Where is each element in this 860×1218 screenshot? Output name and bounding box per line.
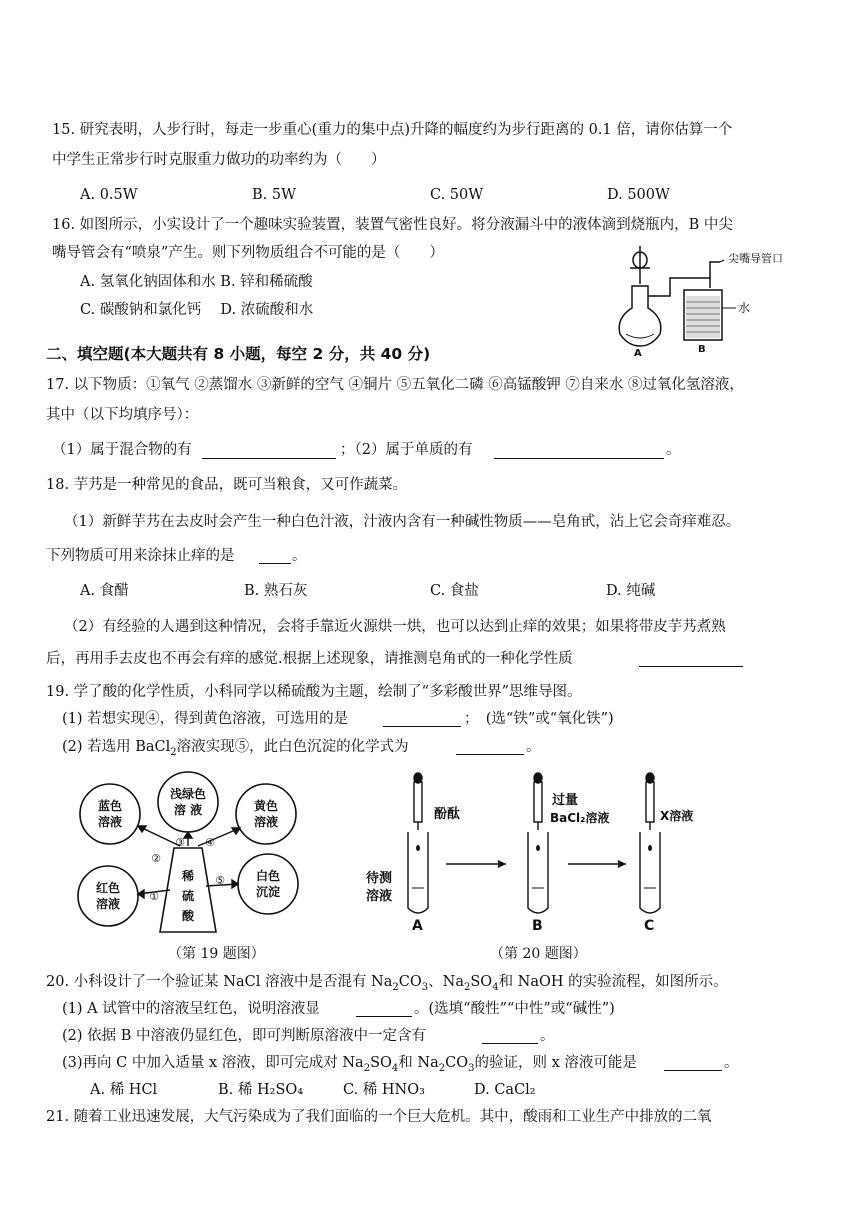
q18-option-c: C. 食盐: [430, 583, 479, 599]
q18-part1-end: 。: [292, 548, 307, 564]
q16-apparatus-figure: [612, 238, 802, 360]
q15-option-a: A. 0.5W: [80, 187, 138, 203]
q19-white-line1: 白色: [255, 869, 281, 883]
q17-stem-line1: 17. 以下物质：①氧气 ②蒸馏水 ③新鲜的空气 ④铜片 ⑤五氧化二磷 ⑥高锰酸钾 ⑦自来水 ⑧过氧化氢溶液，: [46, 377, 744, 393]
q18-part2-line2: 后，再用手去皮也不再会有痒的感觉.根据上述现象，请推测皂角甙的一种化学性质: [46, 651, 573, 667]
q18-part2-line1: （2）有经验的人遇到这种情况，会将手靠近火源烘一烘，也可以达到止痒的效果；如果将带皮芋艿煮熟: [64, 619, 726, 635]
q15-option-c: C. 50W: [430, 187, 484, 203]
q19-num-3: ③: [175, 836, 185, 849]
q19-center-3: 酸: [181, 909, 195, 923]
q20-blank-1[interactable]: [356, 1016, 412, 1017]
q20-option-d: D. CaCl₂: [474, 1082, 536, 1098]
q19-part2-end: 。: [526, 739, 541, 755]
q15-option-d: D. 500W: [607, 187, 670, 203]
q20-sample-line1: 待测: [366, 871, 393, 886]
q19-mindmap-figure: [70, 770, 330, 940]
q20-part3-label: (3)再向 C 中加入适量 x 溶液，即可完成对 $Na_2SO_4$和 $Na_2CO_3$的验证，则 x 溶液可能是: [62, 1055, 637, 1074]
q16-water-label: 水: [738, 301, 751, 315]
q19-blank-2[interactable]: [456, 754, 524, 755]
q18-blank-1[interactable]: [259, 563, 291, 564]
q20-option-a: A. 稀 HCl: [90, 1082, 158, 1098]
q19-stem-line1: 19. 学了酸的化学性质，小科同学以稀硫酸为主题，绘制了“多彩酸世界”思维导图。: [46, 684, 582, 700]
q19-num-2: ②: [151, 852, 161, 865]
q16-tube-label: 尖嘴导管口: [728, 252, 783, 265]
q19-green-line1: 浅绿色: [169, 787, 207, 801]
q20-part1-label: (1) A 试管中的溶液呈红色，说明溶液显: [62, 1001, 320, 1017]
q19-red-line2: 溶液: [95, 897, 121, 911]
q20-reagent-excess: 过量: [552, 793, 579, 808]
q20-option-c: C. 稀 HNO₃: [343, 1082, 425, 1098]
q19-yellow-line2: 溶液: [253, 815, 279, 829]
q16-options-ab: A. 氢氧化钠固体和水 B. 锌和稀硫酸: [80, 274, 313, 290]
q19-num-1: ①: [149, 890, 159, 903]
q20-part2-end: 。: [540, 1028, 555, 1044]
q19-white-line2: 沉淀: [255, 885, 281, 899]
q20-option-b: B. 稀 H₂SO₄: [218, 1082, 304, 1098]
section2-title: 二、填空题(本大题共有 8 小题，每空 2 分，共 40 分): [46, 345, 431, 363]
q20-part3-end: 。: [724, 1055, 739, 1071]
q20-blank-3[interactable]: [664, 1070, 722, 1071]
q15-stem-line1: 15. 研究表明，人步行时，每走一步重心(重力的集中点)升降的幅度约为步行距离的 0.1 倍，请你估算一个: [52, 122, 733, 138]
q19-caption: （第 19 题图）: [168, 946, 265, 962]
q20-caption: （第 20 题图）: [490, 946, 587, 962]
q19-num-4: ④: [205, 836, 215, 849]
q19-green-line2: 溶 液: [173, 803, 203, 817]
q17-part1-label: （1）属于混合物的有: [52, 442, 192, 458]
q20-part2-label: (2) 依据 B 中溶液仍显红色，即可判断原溶液中一定含有: [62, 1028, 427, 1044]
q18-option-b: B. 熟石灰: [244, 583, 308, 599]
q19-part2-label: (2) 若选用 BaCl$_2$溶液实现⑤，此白色沉淀的化学式为: [62, 739, 409, 758]
q19-center-1: 稀: [181, 869, 195, 883]
q18-part1-line1: （1）新鲜芋艿在去皮时会产生一种白色汁液，汁液内含有一种碱性物质——皂角甙，沾上它会奇痒难忍。: [64, 514, 741, 530]
q20-sample-line2: 溶液: [366, 889, 393, 904]
q17-blank-1[interactable]: [202, 458, 336, 459]
q20-part1-hint: 。(选填“酸性”“中性”或“碱性”): [414, 1001, 615, 1017]
q19-yellow-line1: 黄色: [253, 799, 279, 813]
q20-stem-line1: 20. 小科设计了一个验证某 NaCl 溶液中是否混有 $Na_2CO_3$、$Na_2SO_4$和 NaOH 的实验流程，如图所示。: [46, 974, 728, 993]
q19-num-5: ⑤: [215, 874, 225, 887]
q18-part1-line2: 下列物质可用来涂抹止痒的是: [46, 548, 235, 564]
q21-stem-line1: 21. 随着工业迅速发展，大气污染成为了我们面临的一个巨大危机。其中，酸雨和工业生产中排放的二氧: [46, 1109, 712, 1125]
q18-blank-2[interactable]: [639, 666, 743, 667]
q16-label-b: B: [698, 344, 706, 355]
q19-blank-1[interactable]: [383, 726, 461, 727]
q15-stem-line2: 中学生正常步行时克服重力做功的功率约为（ ）: [52, 152, 386, 168]
q19-part1-label: (1) 若想实现④，得到黄色溶液，可选用的是: [62, 711, 349, 727]
q16-options-cd: C. 碳酸钠和氯化钙 D. 浓硫酸和水: [80, 302, 314, 318]
q18-stem-line1: 18. 芋艿是一种常见的食品，既可当粮食，又可作蔬菜。: [46, 477, 408, 493]
q19-blue-line1: 蓝色: [97, 799, 123, 813]
q20-tube-c-label: C: [644, 918, 655, 934]
q17-end: 。: [666, 442, 681, 458]
q17-part2-label: ；（2）属于单质的有: [340, 442, 473, 458]
q20-reagent-bacl2: BaCl₂溶液: [550, 811, 610, 825]
q20-blank-2[interactable]: [482, 1043, 538, 1044]
q17-stem-line2: 其中（以下均填序号）：: [46, 407, 199, 423]
q16-label-a: A: [634, 348, 642, 359]
q19-red-line1: 红色: [95, 881, 121, 895]
q20-tube-b-label: B: [532, 918, 543, 934]
q17-blank-2[interactable]: [494, 458, 664, 459]
q15-option-b: B. 5W: [252, 187, 297, 203]
q19-part1-hint: ； (选“铁”或“氧化铁”): [464, 711, 614, 727]
q20-tube-a-label: A: [412, 918, 423, 934]
q20-reagent-x: X溶液: [660, 809, 694, 823]
q19-blue-line2: 溶液: [97, 815, 123, 829]
q19-center-2: 硫: [181, 889, 195, 903]
q16-stem-line2: 嘴导管会有“喷泉”产生。则下列物质组合不可能的是（ ）: [52, 245, 444, 261]
q20-reagent-phenolphthalein: 酚酞: [434, 807, 461, 822]
q18-option-d: D. 纯碱: [606, 583, 656, 599]
q20-flow-figure: [360, 768, 740, 934]
q16-stem-line1: 16. 如图所示，小实设计了一个趣味实验装置，装置气密性良好。将分液漏斗中的液体滴到烧瓶内，B 中尖: [52, 217, 733, 233]
q18-option-a: A. 食醋: [80, 583, 129, 599]
